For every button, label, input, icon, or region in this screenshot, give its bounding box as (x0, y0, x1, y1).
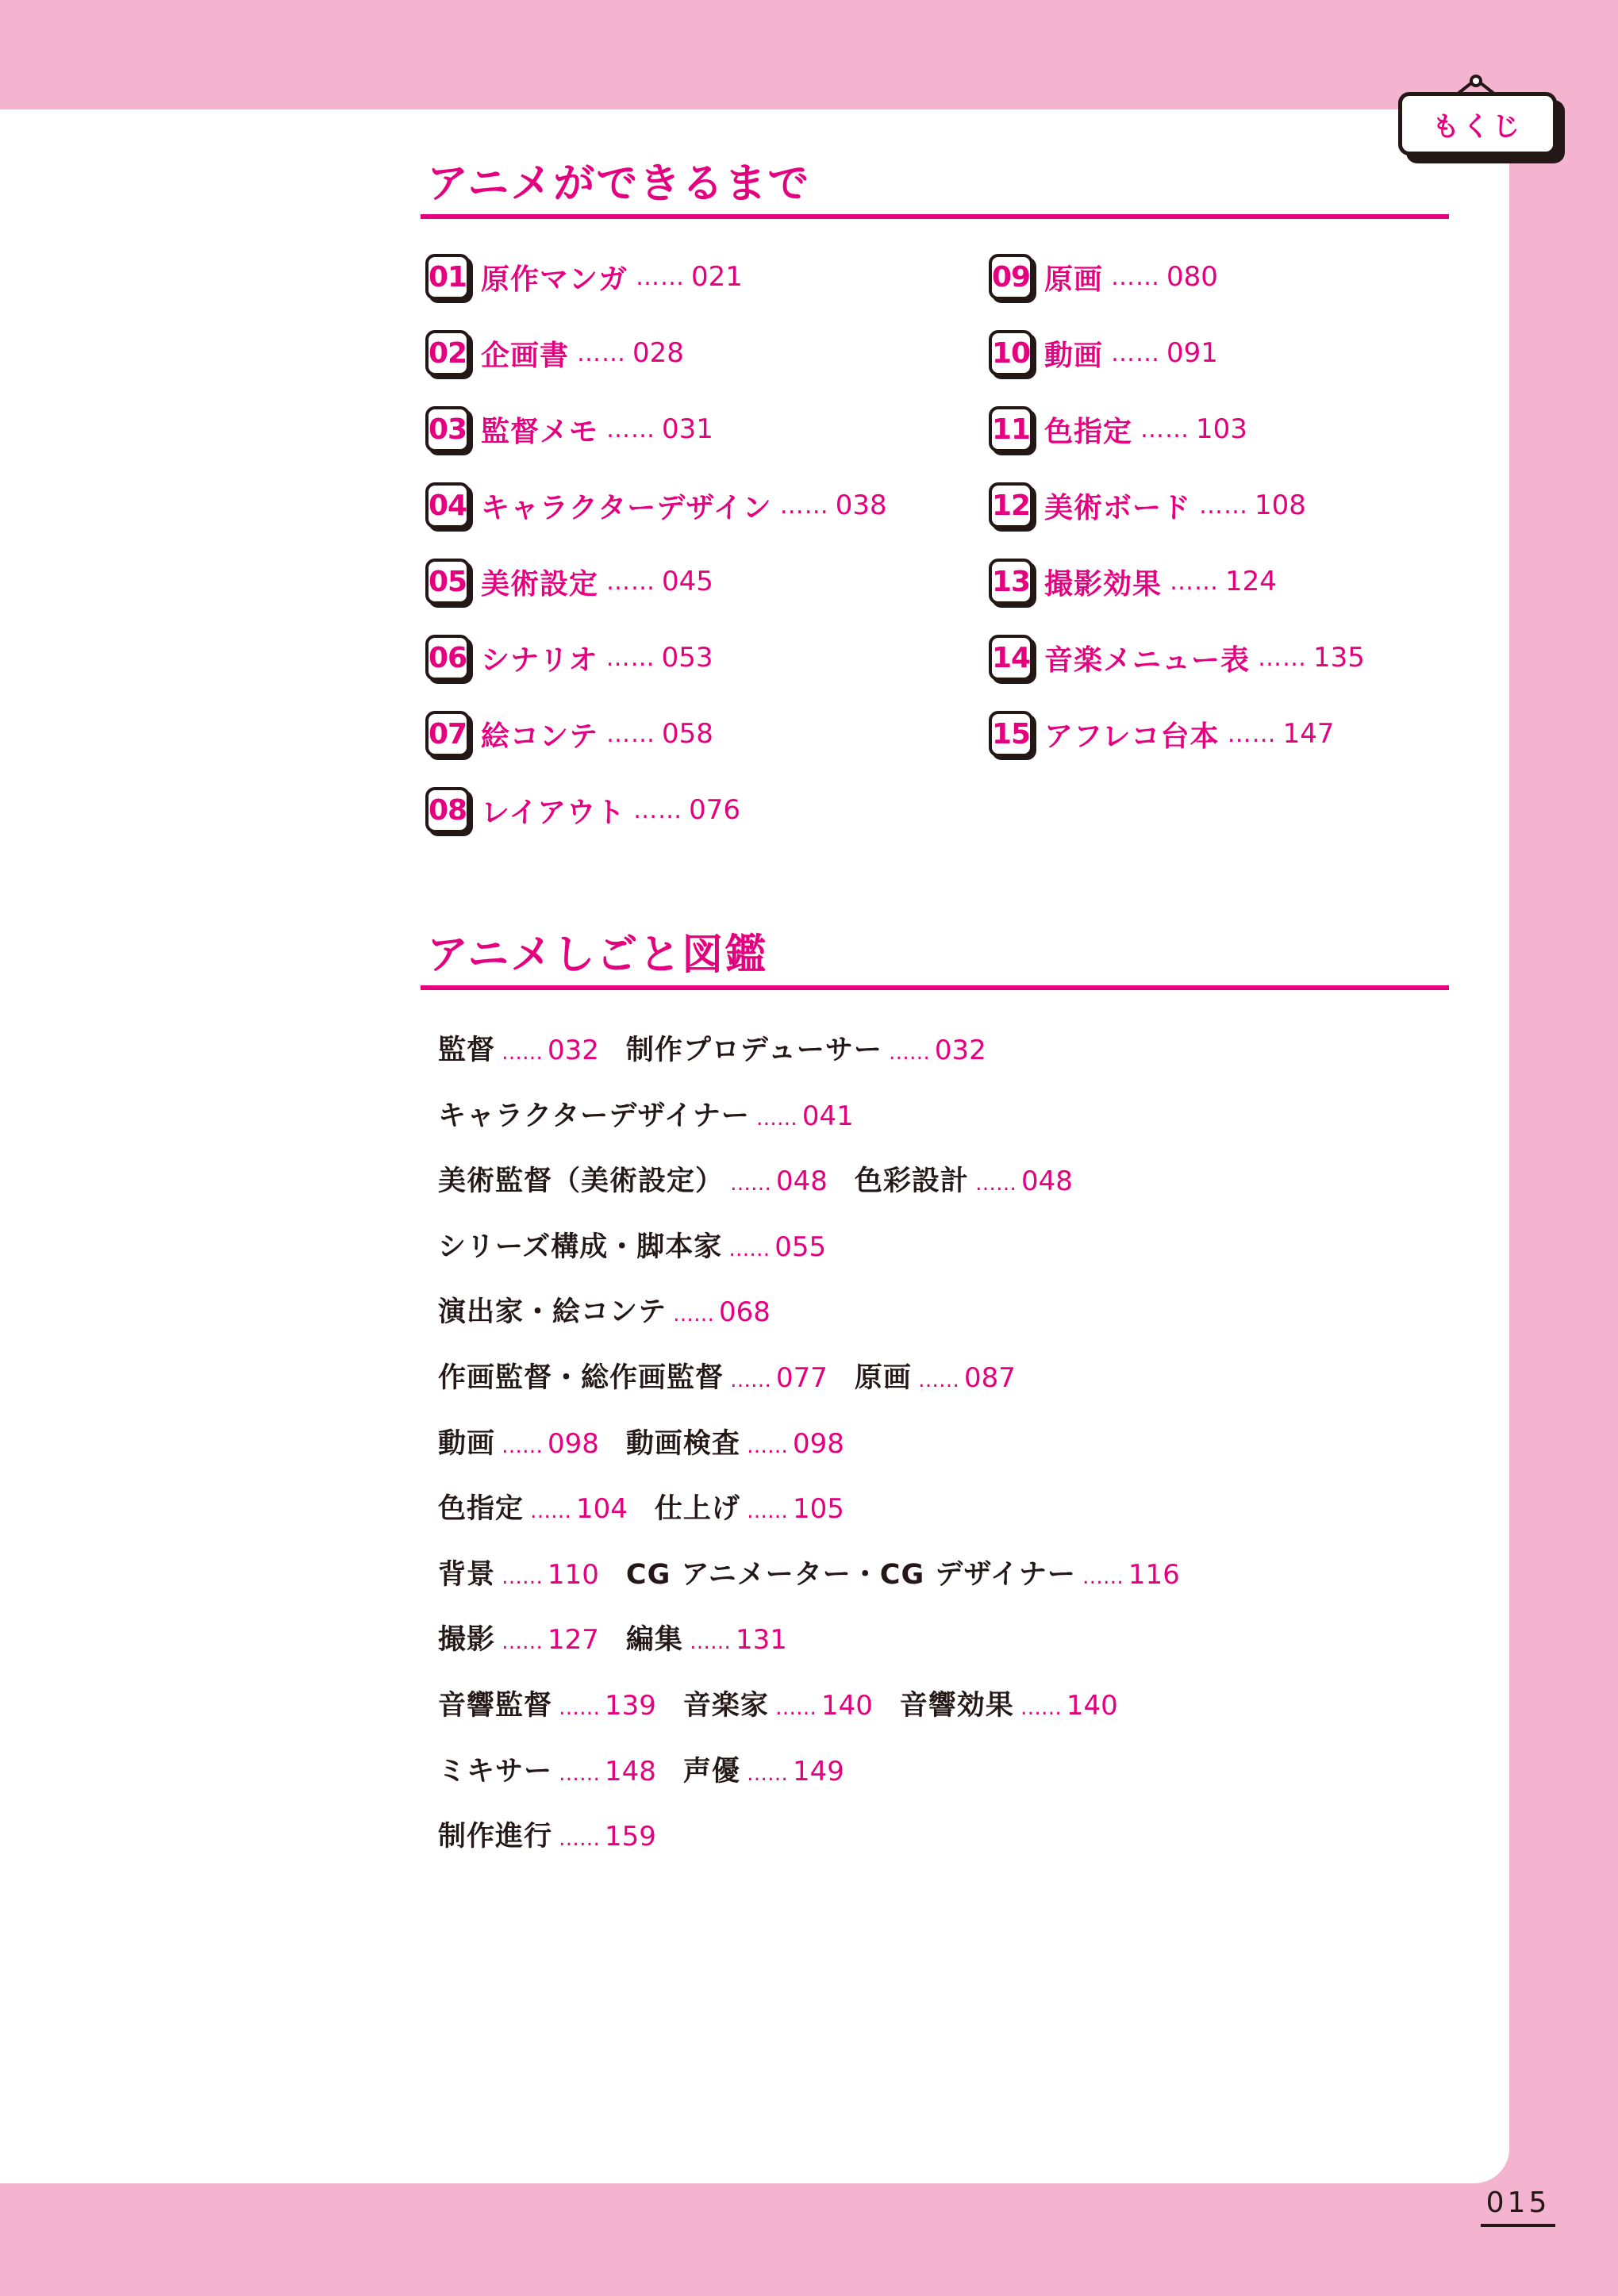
job-page: 105 (792, 1493, 844, 1526)
job-entry[interactable] (438, 1290, 771, 1330)
toc-item-label: 音楽メニュー表 (1044, 643, 1251, 677)
job-page: 140 (1066, 1690, 1118, 1722)
job-entry[interactable] (683, 1749, 844, 1789)
job-name: 原画 (854, 1362, 912, 1394)
leader-dots: …… (1020, 1696, 1062, 1720)
job-entry[interactable] (438, 1225, 826, 1265)
toc-item-page: 135 (1313, 642, 1365, 674)
toc-item-page: 045 (662, 566, 713, 597)
toc-item-label: キャラクターデザイン (481, 491, 772, 524)
job-entry[interactable] (438, 1422, 599, 1461)
leader-dots: …… (1140, 415, 1190, 443)
job-page: 087 (963, 1362, 1016, 1394)
toc-item-label: 絵コンテ (481, 720, 599, 753)
leader-dots: …… (728, 1237, 771, 1261)
job-entry[interactable] (626, 1553, 1180, 1592)
job-name: ミキサー (438, 1755, 553, 1787)
job-row (438, 1422, 871, 1461)
chapter-number-badge: 07 (425, 711, 470, 757)
leader-dots: …… (502, 1630, 544, 1655)
leader-dots: …… (779, 491, 829, 520)
job-page: 041 (801, 1100, 854, 1132)
toc-item-page: 058 (662, 718, 713, 750)
section-rule (421, 214, 1449, 219)
job-name: 制作進行 (438, 1821, 553, 1853)
leader-dots: …… (673, 1303, 715, 1327)
job-page: 127 (548, 1624, 599, 1657)
toc-item[interactable] (425, 481, 887, 530)
job-row (438, 1684, 1145, 1723)
chapter-number-badge: 14 (989, 635, 1033, 681)
toc-item[interactable] (425, 328, 684, 378)
toc-item-label: 原画 (1044, 263, 1104, 296)
leader-dots: …… (502, 1434, 544, 1458)
leader-dots: …… (1258, 643, 1308, 672)
leader-dots: …… (888, 1041, 930, 1065)
job-name: 仕上げ (654, 1493, 740, 1526)
job-page: 048 (776, 1165, 828, 1198)
toc-item-page: 124 (1225, 566, 1277, 597)
job-name: 声優 (682, 1755, 740, 1787)
toc-item[interactable] (989, 252, 1218, 301)
job-entry[interactable] (438, 1356, 828, 1396)
job-entry[interactable] (438, 1028, 599, 1068)
leader-dots: …… (606, 720, 656, 748)
toc-item-label: レイアウト (481, 796, 626, 829)
job-row (438, 1487, 871, 1526)
job-name: 制作プロデューサー (625, 1035, 882, 1066)
leader-dots: …… (730, 1369, 772, 1392)
job-page: 032 (548, 1035, 599, 1066)
job-entry[interactable] (438, 1749, 656, 1789)
toc-item[interactable] (425, 252, 743, 301)
job-page: 032 (934, 1035, 986, 1066)
section-title-jobs: アニメしごと図鑑 (427, 931, 768, 979)
toc-item-label: 企画書 (481, 339, 570, 372)
toc-item[interactable] (425, 405, 713, 454)
toc-item[interactable] (989, 405, 1247, 454)
job-name: 監督 (438, 1035, 496, 1066)
toc-item[interactable] (989, 633, 1365, 682)
chapter-number-badge: 13 (989, 559, 1033, 605)
job-page: 116 (1128, 1558, 1180, 1591)
toc-item-page: 021 (691, 261, 743, 293)
job-page: 149 (792, 1755, 844, 1787)
leader-dots: …… (559, 1761, 601, 1786)
toc-item-label: 原作マンガ (481, 263, 628, 296)
chapter-number-badge: 06 (425, 635, 470, 681)
leader-dots: …… (605, 643, 655, 672)
job-entry[interactable] (655, 1487, 844, 1526)
toc-item[interactable] (989, 557, 1277, 606)
job-page: 139 (605, 1690, 656, 1722)
job-name: CG アニメーター・CG デザイナー (625, 1558, 1076, 1591)
job-name: 作画監督・総作画監督 (438, 1362, 724, 1394)
job-name: 背景 (438, 1558, 496, 1591)
leader-dots: …… (746, 1499, 788, 1524)
leader-dots: …… (755, 1106, 797, 1131)
toc-item[interactable] (425, 557, 713, 606)
job-page: 140 (821, 1690, 873, 1722)
job-entry[interactable] (855, 1159, 1073, 1199)
chapter-number-badge: 01 (425, 254, 470, 300)
chapter-number-badge: 04 (425, 482, 470, 528)
leader-dots: …… (1111, 263, 1161, 291)
leader-dots: …… (730, 1172, 772, 1196)
toc-item-page: 031 (662, 413, 713, 445)
job-name: 音響監督 (438, 1690, 553, 1722)
section-rule (421, 985, 1449, 990)
toc-item-label: 美術設定 (481, 567, 599, 601)
leader-dots: …… (917, 1369, 959, 1392)
job-page: 048 (1020, 1165, 1073, 1198)
toc-item-page: 080 (1166, 261, 1218, 293)
chapter-number-badge: 03 (425, 406, 470, 452)
chapter-number-badge: 02 (425, 330, 470, 376)
job-name: 演出家・絵コンテ (438, 1296, 667, 1329)
job-row (438, 1814, 683, 1854)
leader-dots: …… (502, 1041, 544, 1065)
toc-item-label: シナリオ (481, 643, 598, 677)
toc-item-page: 038 (835, 490, 887, 521)
leader-dots: …… (746, 1761, 788, 1786)
job-row (438, 1356, 1043, 1396)
toc-item-page: 028 (632, 337, 684, 369)
job-page: 055 (774, 1231, 827, 1263)
leader-dots: …… (559, 1696, 601, 1720)
toc-item-page: 103 (1196, 413, 1247, 445)
job-page: 131 (735, 1624, 787, 1657)
job-entry[interactable] (438, 1553, 599, 1592)
leader-dots: …… (974, 1172, 1017, 1196)
job-entry[interactable] (683, 1684, 873, 1723)
job-page: 098 (548, 1427, 599, 1460)
contents-tab: もくじ (1398, 92, 1557, 155)
job-row (438, 1749, 871, 1789)
leader-dots: …… (606, 567, 656, 596)
leader-dots: …… (577, 339, 627, 367)
toc-item-page: 147 (1282, 718, 1335, 750)
job-name: シリーズ構成・脚本家 (438, 1231, 723, 1263)
job-page: 098 (792, 1427, 844, 1460)
leader-dots: …… (502, 1565, 544, 1589)
chapter-number-badge: 12 (989, 482, 1033, 528)
toc-item[interactable] (989, 709, 1334, 758)
job-name: 音楽家 (682, 1690, 769, 1722)
leader-dots: …… (689, 1630, 731, 1655)
job-name: 色彩設計 (854, 1165, 969, 1198)
leader-dots: …… (746, 1434, 788, 1458)
section-title-making: アニメができるまで (427, 160, 811, 208)
page-background (0, 109, 1509, 2183)
job-page: 104 (576, 1493, 628, 1526)
job-entry[interactable] (855, 1356, 1016, 1396)
job-name: 美術監督（美術設定） (438, 1165, 724, 1198)
chapter-number-badge: 15 (989, 711, 1033, 757)
toc-item[interactable] (425, 709, 713, 758)
job-page: 068 (719, 1296, 771, 1329)
leader-dots: …… (559, 1827, 601, 1852)
job-entry[interactable] (626, 1618, 787, 1657)
chapter-number-badge: 05 (425, 559, 470, 605)
chapter-number-badge: 10 (989, 330, 1033, 376)
job-page: 077 (776, 1362, 828, 1394)
job-name: 撮影 (438, 1624, 496, 1657)
job-entry[interactable] (900, 1684, 1118, 1723)
job-row (438, 1159, 1100, 1199)
toc-item[interactable] (989, 328, 1218, 378)
job-name: 動画 (438, 1427, 496, 1460)
job-entry[interactable] (438, 1618, 599, 1657)
toc-item-label: 撮影効果 (1044, 567, 1163, 601)
leader-dots: …… (1111, 339, 1161, 367)
job-row (438, 1618, 814, 1657)
job-entry[interactable] (438, 1814, 656, 1854)
job-page: 110 (548, 1558, 599, 1591)
chapter-number-badge: 11 (989, 406, 1033, 452)
job-row (438, 1028, 1013, 1068)
job-name: 色指定 (438, 1493, 525, 1526)
job-entry[interactable] (438, 1094, 854, 1134)
page-number: 015 (1481, 2187, 1555, 2227)
toc-item-page: 053 (661, 642, 713, 674)
job-entry[interactable] (626, 1422, 844, 1461)
chapter-number-badge: 08 (425, 787, 470, 833)
leader-dots: …… (633, 796, 683, 824)
leader-dots: …… (1199, 491, 1249, 520)
toc-item-page: 091 (1166, 337, 1218, 369)
job-page: 148 (605, 1755, 656, 1787)
job-entry[interactable] (438, 1487, 628, 1526)
toc-item-label: 色指定 (1044, 415, 1133, 448)
toc-item-label: 動画 (1044, 339, 1104, 372)
toc-item-label: 美術ボード (1044, 491, 1192, 524)
job-page: 159 (605, 1821, 656, 1853)
job-entry[interactable] (438, 1159, 828, 1199)
toc-item[interactable] (989, 481, 1306, 530)
job-name: 編集 (625, 1624, 683, 1657)
job-row (438, 1094, 881, 1134)
job-name: 音響効果 (899, 1690, 1014, 1722)
job-row (438, 1290, 797, 1330)
leader-dots: …… (1227, 720, 1277, 748)
toc-item-label: 監督メモ (481, 415, 599, 448)
toc-item[interactable] (425, 785, 740, 835)
leader-dots: …… (774, 1696, 817, 1720)
job-row (438, 1225, 853, 1265)
toc-item-page: 076 (689, 794, 741, 826)
job-name: 動画検査 (625, 1427, 740, 1460)
leader-dots: …… (606, 415, 656, 443)
toc-item-label: アフレコ台本 (1044, 720, 1220, 753)
job-name: キャラクターデザイナー (438, 1100, 750, 1132)
leader-dots: …… (1170, 567, 1220, 596)
leader-dots: …… (1082, 1565, 1124, 1589)
job-entry[interactable] (626, 1028, 986, 1068)
job-entry[interactable] (438, 1684, 656, 1723)
toc-item[interactable] (425, 633, 713, 682)
leader-dots: …… (636, 263, 686, 291)
leader-dots: …… (530, 1499, 572, 1524)
job-row (438, 1553, 1207, 1592)
toc-item-page: 108 (1255, 490, 1306, 521)
chapter-number-badge: 09 (989, 254, 1033, 300)
